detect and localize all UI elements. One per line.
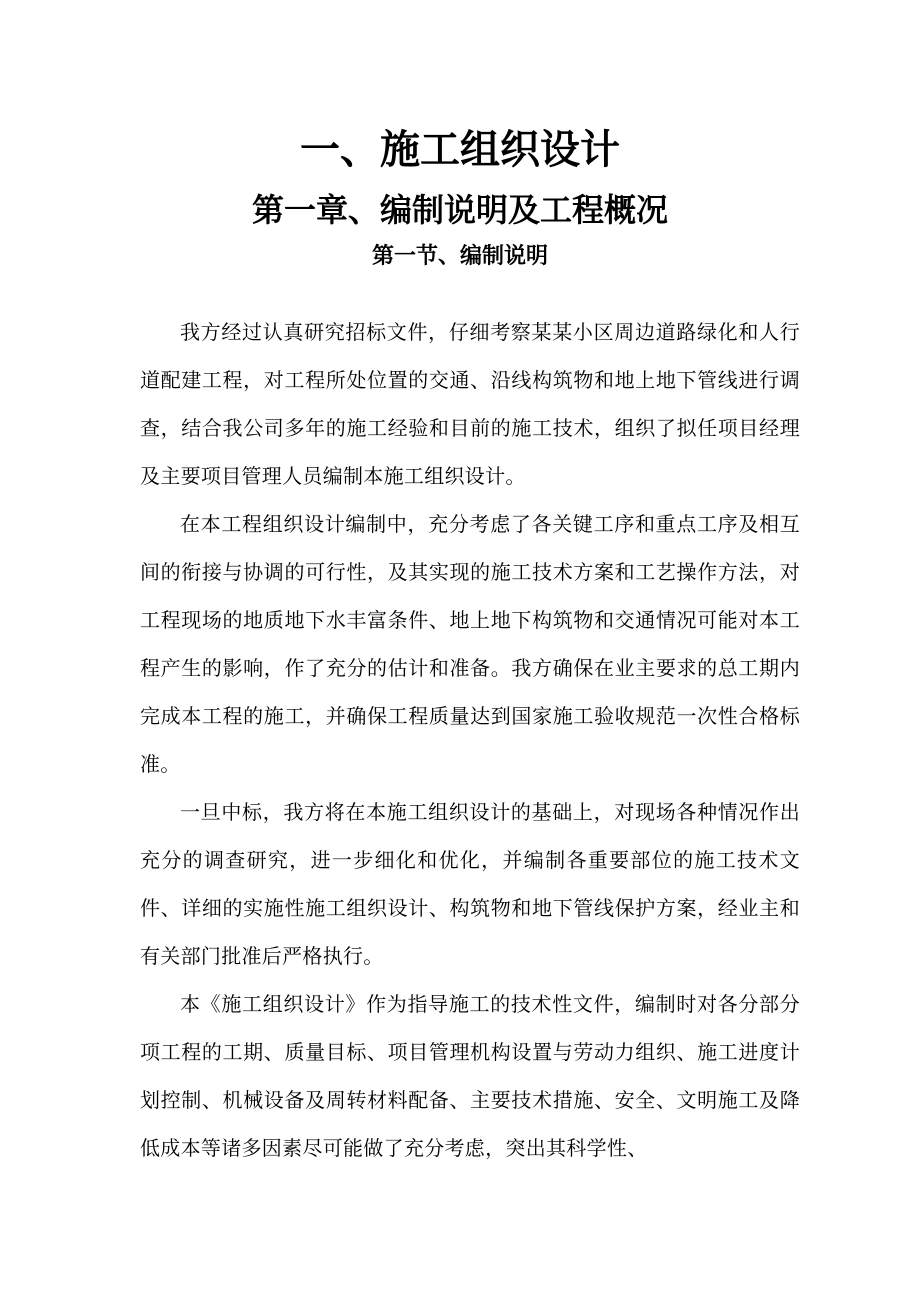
section-heading: 第一节、编制说明 [371,243,548,269]
paragraph: 本《施工组织设计》作为指导施工的技术性文件，编制时对各分部分项工程的工期、质量目标、项目管理机构设置与劳动力组织、施工进度计划控制、机械设备及周转材料配备、主要技术措施、安全、文明施工及降低成本等诸多因素尽可能做了充分考虑，突出其科学性、 [140,992,800,1160]
chapter-heading: 第一章、编制说明及工程概况 [251,191,668,229]
paragraph: 在本工程组织设计编制中，充分考虑了各关键工序和重点工序及相互间的衔接与协调的可行性，及其实现的施工技术方案和工艺操作方法，对工程现场的地质地下水丰富条件、地上地下构筑物和交通情况可能对本工程产生的影响，作了充分的估计和准备。我方确保在业主要求的总工期内完成本工程的施工，并确保工程质量达到国家施工验收规范一次性合格标准。 [140,512,800,776]
document-title: 一、施工组织设计 [300,126,620,173]
paragraph: 我方经过认真研究招标文件，仔细考察某某小区周边道路绿化和人行道配建工程，对工程所处位置的交通、沿线构筑物和地上地下管线进行调查，结合我公司多年的施工经验和目前的施工技术，组织了拟任项目经理及主要项目管理人员编制本施工组织设计。 [140,320,800,488]
body-text [140,308,800,1172]
paragraph: 一旦中标，我方将在本施工组织设计的基础上，对现场各种情况作出充分的调查研究，进一步细化和优化，并编制各重要部位的施工技术文件、详细的实施性施工组织设计、构筑物和地下管线保护方案，经业主和有关部门批准后严格执行。 [140,800,800,968]
